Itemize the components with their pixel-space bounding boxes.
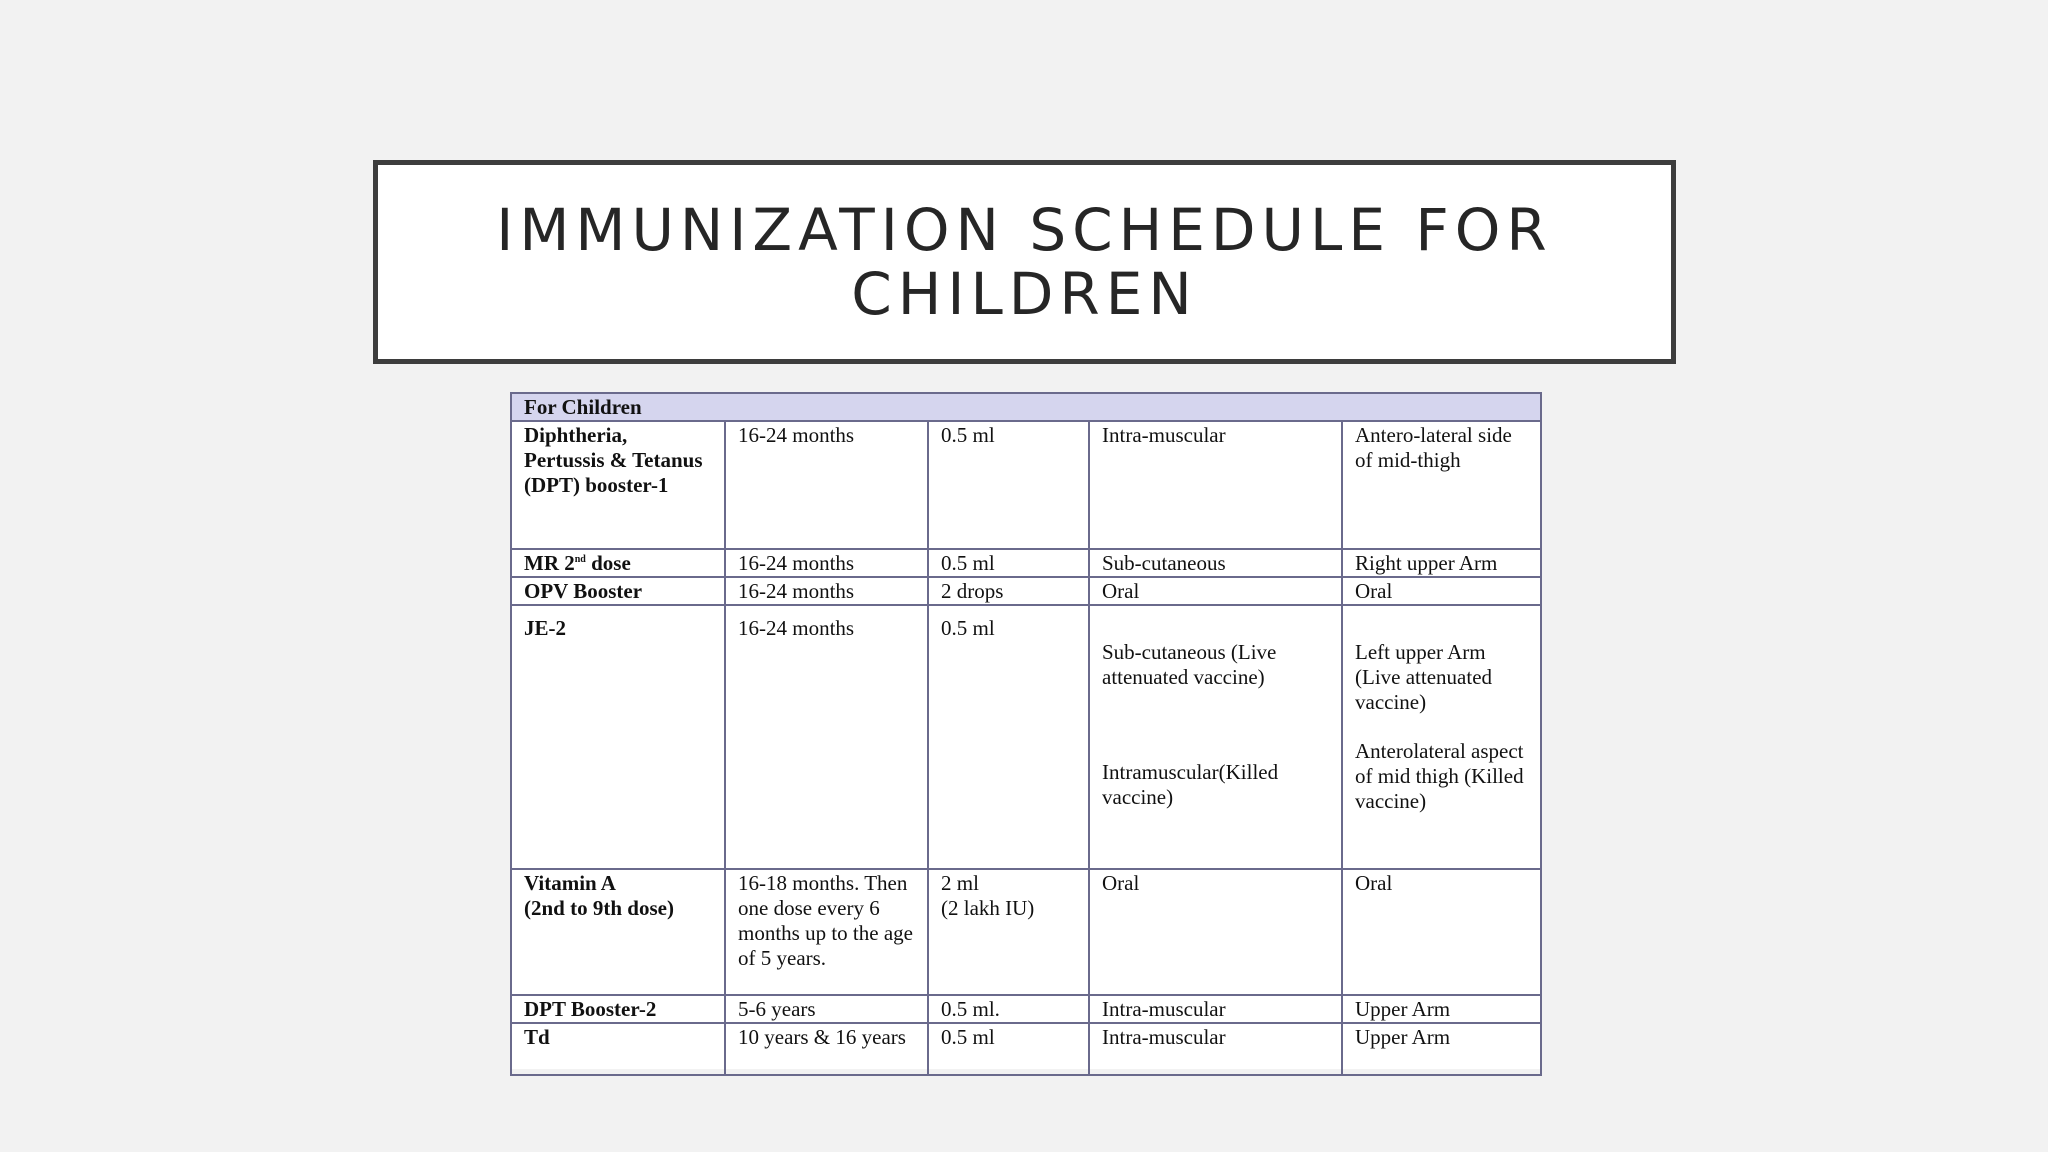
- table-row: [511, 577, 1541, 605]
- site-killed: Anterolateral aspect of mid thigh (Killed vaccine): [1355, 739, 1524, 813]
- site-cell: Oral: [1342, 869, 1541, 995]
- vaccine-cell: Td: [511, 1023, 725, 1075]
- dose-cell: 0.5 ml: [928, 605, 1089, 869]
- dose-cell: 0.5 ml.: [928, 995, 1089, 1023]
- route-cell: [1089, 605, 1342, 869]
- age-cell: 16-24 months: [725, 605, 928, 869]
- age-cell: 10 years & 16 years: [725, 1023, 928, 1075]
- vaccine-cell: Diphtheria, Pertussis & Tetanus (DPT) booster-1: [511, 421, 725, 549]
- route-cell: Intra-muscular: [1089, 995, 1342, 1023]
- slide-title-box: [373, 160, 1676, 364]
- route-cell: Sub-cutaneous: [1089, 549, 1342, 577]
- dose-cell: 0.5 ml: [928, 421, 1089, 549]
- table-row: [511, 1023, 1541, 1075]
- site-cell: Upper Arm: [1342, 995, 1541, 1023]
- age-cell: 16-18 months. Then one dose every 6 months up to the age of 5 years.: [725, 869, 928, 995]
- table-row: [511, 605, 1541, 869]
- site-cell: Oral: [1342, 577, 1541, 605]
- route-live: Sub-cutaneous (Live attenuated vaccine): [1102, 640, 1277, 689]
- table-row: [511, 995, 1541, 1023]
- vaccine-suffix: dose: [585, 551, 631, 575]
- route-cell: Oral: [1089, 869, 1342, 995]
- table-header: For Children: [511, 393, 1541, 421]
- site-live: Left upper Arm (Live attenuated vaccine): [1355, 640, 1493, 714]
- table-row: [511, 549, 1541, 577]
- vaccine-cell: [511, 869, 725, 995]
- route-cell: Oral: [1089, 577, 1342, 605]
- age-cell: 5-6 years: [725, 995, 928, 1023]
- vaccine-cell: [511, 549, 725, 577]
- age-cell: 16-24 months: [725, 549, 928, 577]
- vaccine-cell: DPT Booster-2: [511, 995, 725, 1023]
- route-cell: Intra-muscular: [1089, 1023, 1342, 1075]
- dose-cell: 0.5 ml: [928, 549, 1089, 577]
- immunization-table-image: [510, 392, 1540, 1069]
- dose-line: 2 ml: [941, 871, 979, 895]
- vaccine-text: MR 2: [524, 551, 575, 575]
- table-header-row: [511, 393, 1541, 421]
- route-cell: Intra-muscular: [1089, 421, 1342, 549]
- site-cell: Antero-lateral side of mid-thigh: [1342, 421, 1541, 549]
- vaccine-superscript: nd: [574, 554, 586, 565]
- immunization-table: [510, 392, 1542, 1076]
- dose-cell: [928, 869, 1089, 995]
- slide-title: IMMUNIZATION SCHEDULE FOR CHILDREN: [496, 196, 1553, 328]
- route-killed: Intramuscular(Killed vaccine): [1102, 760, 1279, 809]
- age-cell: 16-24 months: [725, 577, 928, 605]
- age-cell: 16-24 months: [725, 421, 928, 549]
- dose-cell: 2 drops: [928, 577, 1089, 605]
- vaccine-line: (2nd to 9th dose): [524, 896, 674, 920]
- dose-line: (2 lakh IU): [941, 896, 1035, 920]
- table-row: [511, 421, 1541, 549]
- vaccine-line: Vitamin A: [524, 871, 616, 895]
- dose-cell: 0.5 ml: [928, 1023, 1089, 1075]
- vaccine-cell: OPV Booster: [511, 577, 725, 605]
- vaccine-cell: JE-2: [511, 605, 725, 869]
- table-row: [511, 869, 1541, 995]
- site-cell: Upper Arm: [1342, 1023, 1541, 1075]
- site-cell: Right upper Arm: [1342, 549, 1541, 577]
- site-cell: [1342, 605, 1541, 869]
